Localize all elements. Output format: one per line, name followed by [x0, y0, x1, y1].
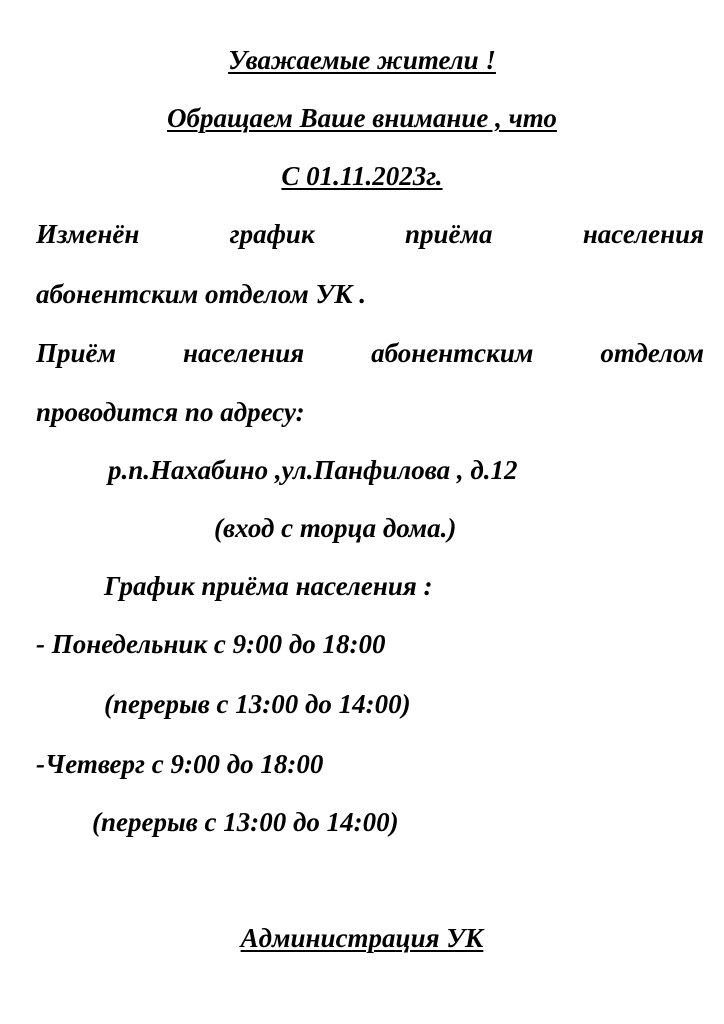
schedule-thursday-break: (перерыв с 13:00 до 14:00): [92, 807, 399, 837]
word: абонентским: [371, 338, 534, 368]
word: отделом: [600, 338, 704, 368]
attention-text: Обращаем Ваше внимание , что: [167, 103, 557, 133]
word: населения: [582, 219, 704, 249]
changed-schedule-line-1: [36, 216, 704, 252]
signature: [0, 920, 724, 956]
word: график: [229, 219, 315, 249]
schedule-monday-break: (перерыв с 13:00 до 14:00): [104, 689, 411, 719]
word: населения: [182, 338, 305, 368]
schedule-thursday: -Четверг с 9:00 до 18:00: [36, 749, 324, 779]
word: приёма: [404, 219, 493, 249]
word: Изменён: [36, 219, 140, 249]
attention-heading: [0, 100, 724, 136]
entrance-note: (вход с торца дома.): [214, 513, 457, 543]
greeting-text: Уважаемые жители !: [228, 45, 496, 75]
reception-line-1: [36, 335, 704, 371]
reception-line-2: проводится по адресу:: [36, 397, 305, 427]
schedule-monday: - Понедельник с 9:00 до 18:00: [36, 629, 386, 659]
schedule-title: График приёма населения :: [104, 571, 433, 601]
word: Приём: [36, 338, 116, 368]
date-heading: [0, 158, 724, 194]
greeting-heading: [0, 42, 724, 78]
address-line: р.п.Нахабино ,ул.Панфилова , д.12: [108, 455, 518, 485]
changed-schedule-line-2: абонентским отделом УК .: [36, 279, 367, 309]
signature-text: Администрация УК: [240, 923, 484, 953]
effective-date: С 01.11.2023г.: [281, 161, 443, 191]
